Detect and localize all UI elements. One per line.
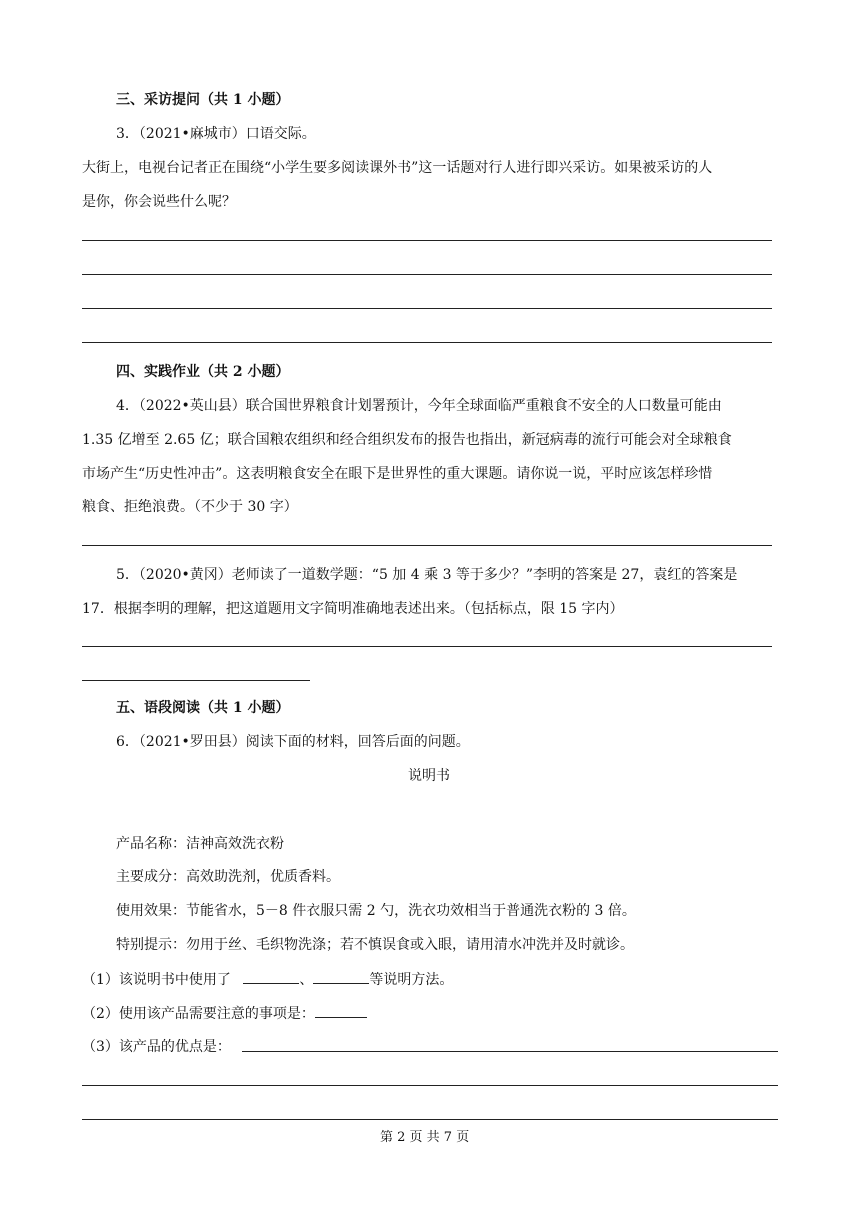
- special-notice: 特别提示：勿用于丝、毛织物洗涤；若不慎误食或入眼，请用清水冲洗并及时就诊。: [116, 937, 634, 953]
- question-4-line-1: 4．（2022•英山县）联合国世界粮食计划署预计，今年全球面临严重粮食不安全的人口数量可能由: [116, 398, 722, 414]
- question-4-line-4: 粮食、拒绝浪费。（不少于 30 字）: [82, 499, 298, 515]
- answer-line[interactable]: [82, 240, 772, 241]
- answer-line[interactable]: [82, 646, 772, 647]
- question-3-text-line-2: 是你，你会说些什么呢？: [82, 194, 236, 210]
- sub-question-1: [82, 969, 453, 990]
- sub-question-2-label: （2）使用该产品需要注意的事项是：: [82, 1006, 315, 1022]
- section-4-heading: 四、实践作业（共 2 小题）: [116, 364, 290, 380]
- section-5-heading: 五、语段阅读（共 1 小题）: [116, 700, 290, 716]
- sub-question-1-prefix: （1）该说明书中使用了: [82, 972, 231, 988]
- fill-blank-1[interactable]: [243, 969, 299, 984]
- answer-line[interactable]: [82, 1119, 778, 1120]
- fill-blank-2[interactable]: [313, 969, 369, 984]
- sub-question-3-label: （3）该产品的优点是：: [82, 1039, 231, 1055]
- question-6-stem: 6．（2021•罗田县）阅读下面的材料，回答后面的问题。: [116, 734, 470, 750]
- usage-effect: 使用效果：节能省水，5－8 件衣服只需 2 勺，洗衣功效相当于普通洗衣粉的 3 倍。: [116, 903, 636, 919]
- manual-title: 说明书: [408, 768, 450, 784]
- question-5-line-1: 5．（2020•黄冈）老师读了一道数学题：“5 加 4 乘 3 等于多少？”李明的答案是 27，袁红的答案是: [116, 567, 738, 583]
- sub-question-1-suffix: 等说明方法。: [369, 972, 454, 988]
- section-3-heading: 三、采访提问（共 1 小题）: [116, 92, 290, 108]
- answer-line[interactable]: [82, 545, 772, 546]
- answer-line[interactable]: [82, 274, 772, 275]
- question-4-line-3: 市场产生“历史性冲击”。这表明粮食安全在眼下是世界性的重大课题。请你说一说，平时应该怎样珍惜: [82, 466, 713, 482]
- question-3-text-line-1: 大街上，电视台记者正在围绕“小学生要多阅读课外书”这一话题对行人进行即兴采访。如果被采访的人: [82, 160, 713, 176]
- answer-line[interactable]: [82, 342, 772, 343]
- sub-question-1-separator: 、: [299, 972, 314, 988]
- answer-line[interactable]: [242, 1051, 778, 1052]
- answer-line[interactable]: [82, 1085, 778, 1086]
- sub-question-2: [82, 1003, 367, 1024]
- answer-line-short[interactable]: [82, 680, 310, 681]
- main-ingredients: 主要成分：高效助洗剂，优质香料。: [116, 869, 340, 885]
- answer-line[interactable]: [82, 308, 772, 309]
- product-name: 产品名称：洁神高效洗衣粉: [116, 836, 284, 852]
- question-5-line-2: 17．根据李明的理解，把这道题用文字简明准确地表述出来。（包括标点，限 15 字内）: [82, 601, 624, 617]
- fill-blank-3[interactable]: [315, 1003, 367, 1018]
- page-number: 第 2 页 共 7 页: [380, 1130, 470, 1145]
- question-3-stem: 3．（2021•麻城市）口语交际。: [116, 126, 316, 142]
- question-4-line-2: 1.35 亿增至 2.65 亿；联合国粮农组织和经合组织发布的报告也指出，新冠病毒的流行可能会对全球粮食: [82, 432, 732, 448]
